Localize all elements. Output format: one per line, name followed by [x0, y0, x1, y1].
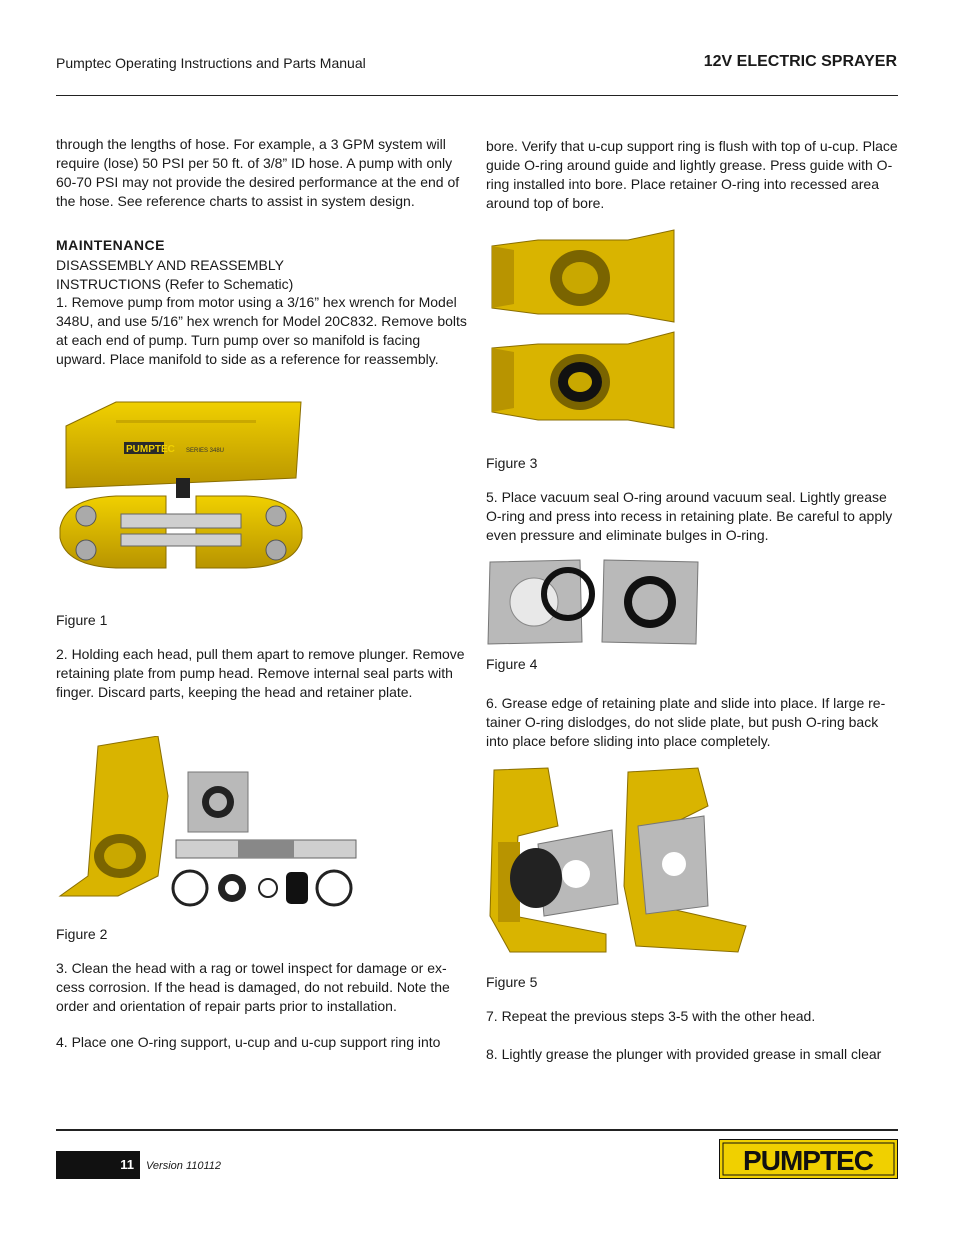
step-4-continued: bore. Verify that u-cup support ring is flush with top of u-cup. Place guide O-ring around guide and lightly grease. Press guide with O-ring installed into bore. Place retainer O-ring into recessed area around top of bore. — [486, 138, 898, 211]
step-1: 1. Remove pump from motor using a 3/16” hex wrench for Model 348U, and use 5/16” hex wrench for Model 20C832. Remove bolts at each end of pump. Turn pump over so manifold is facing upward. Place manifold to side as a reference for reassembly. — [56, 294, 467, 367]
step-2: 2. Holding each head, pull them apart to remove plunger. Remove retaining plate from pump head. Remove internal seal parts with finger. Discard parts, keeping the head and retainer plate. — [56, 646, 465, 700]
figure-1-caption: Figure 1 — [56, 612, 108, 628]
figure-5-caption: Figure 5 — [486, 974, 538, 990]
figure-3-caption: Figure 3 — [486, 455, 538, 471]
figure-3-image — [488, 226, 678, 430]
section-title: 12V ELECTRIC SPRAYER — [703, 53, 897, 70]
figure-5-image — [488, 766, 752, 956]
figure-1-pump-label: PUMPTEC — [126, 444, 175, 455]
intro-paragraph: through the lengths of hose. For example, a 3 GPM system will require (lose) 50 PSI per 50 ft. of 3/8” ID hose. A pump with only 60-70 PSI may not provide the desired performance at the end of the hose. See reference charts to assist in system design. — [56, 136, 460, 209]
logo-text: PUMPTEC — [743, 1145, 873, 1176]
manual-title: Pumptec Operating Instructions and Parts Manual — [56, 55, 366, 71]
step-3: 3. Clean the head with a rag or towel inspect for damage or ex-cess corrosion. If the head is damaged, do not rebuild. Note the order and orientation of repair parts prior to installation. — [56, 960, 450, 1014]
step-4: 4. Place one O-ring support, u-cup and u-cup support ring into — [56, 1034, 441, 1050]
maintenance-heading: MAINTENANCE — [56, 237, 165, 253]
subheading-disassembly: DISASSEMBLY AND REASSEMBLY — [56, 257, 284, 273]
step-7: 7. Repeat the previous steps 3-5 with the other head. — [486, 1008, 816, 1024]
step-6: 6. Grease edge of retaining plate and slide into place. If large re-tainer O-ring dislodges, do not slide plate, but push O-ring back into place before sliding into place completely. — [486, 695, 886, 749]
pumptec-logo — [719, 1139, 898, 1179]
step-5: 5. Place vacuum seal O-ring around vacuum seal. Lightly grease O-ring and press into recess in retaining plate. Be careful to apply even pressure and eliminate bulges in O-ring. — [486, 489, 893, 543]
step-8: 8. Lightly grease the plunger with provided grease in small clear — [486, 1046, 882, 1062]
figure-1-image — [56, 398, 306, 590]
figure-2-image — [58, 736, 358, 908]
subheading-instructions: INSTRUCTIONS (Refer to Schematic) — [56, 276, 294, 292]
header-divider — [56, 95, 898, 96]
page-number: 11 — [56, 1151, 140, 1179]
footer-divider — [56, 1129, 898, 1131]
figure-4-image — [486, 558, 702, 646]
figure-4-caption: Figure 4 — [486, 656, 538, 672]
figure-1-series-label: SERIES 348U — [186, 448, 225, 454]
figure-2-caption: Figure 2 — [56, 926, 108, 942]
version-label: Version 110112 — [146, 1160, 222, 1172]
